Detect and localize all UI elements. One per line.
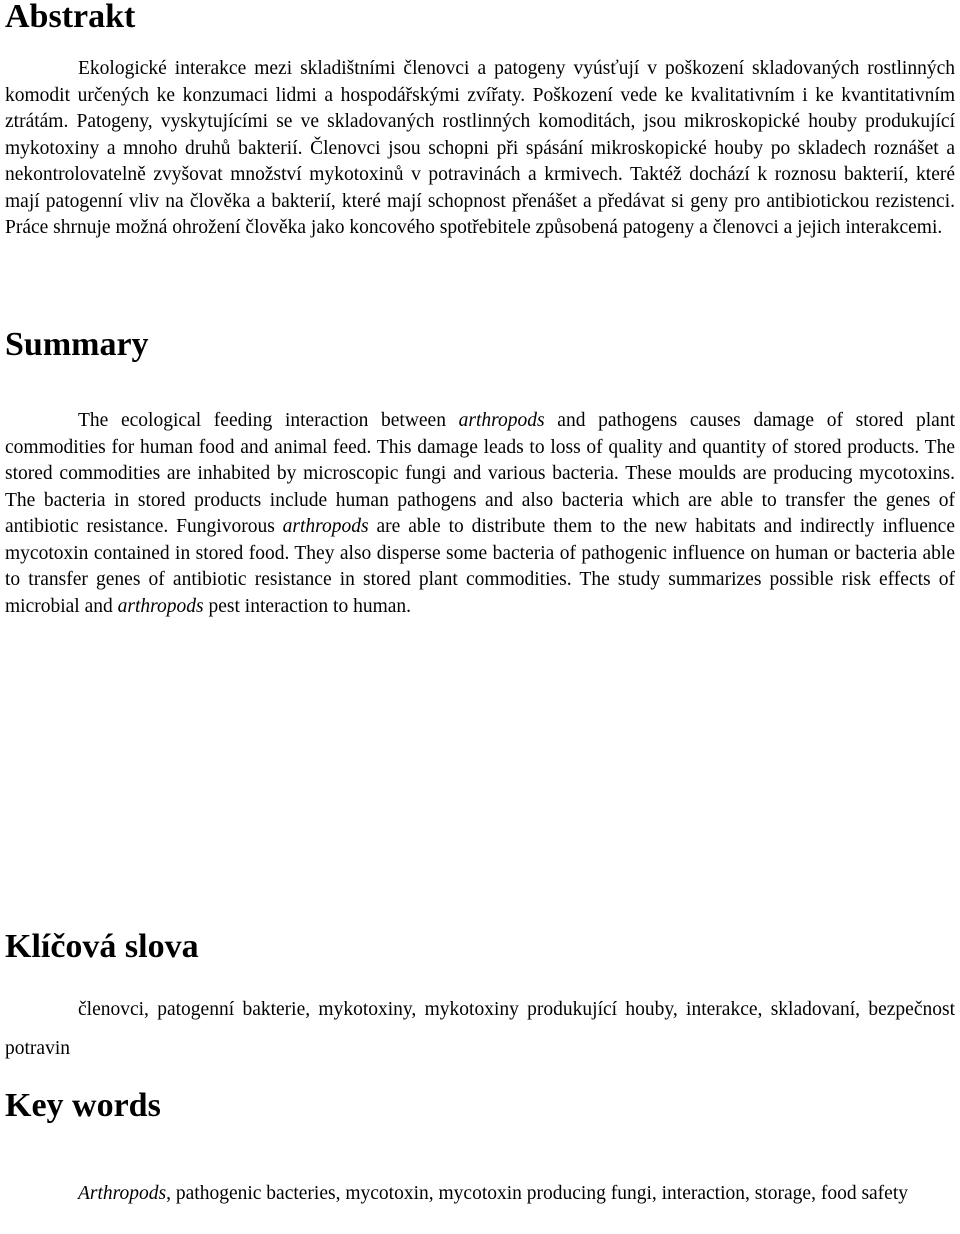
summary-paragraph [5, 408, 955, 620]
summary-segment-italic: arthropods [117, 595, 204, 617]
key-words-segment-italic: Arthropods [78, 1183, 167, 1204]
summary-segment: The ecological feeding interaction between [78, 410, 459, 431]
summary-segment-italic: arthropods [458, 410, 545, 431]
key-words-segment: , pathogenic bacteries, mycotoxin, mycotoxin producing fungi, interaction, storage, food safety [166, 1183, 909, 1204]
abstrakt-paragraph: Ekologické interakce mezi skladištními členovci a patogeny vyúsťují v poškození skladovaných rostlinných komodit určených ke konzumaci lidmi a hospodářskými zvířaty. Poškození vede ke kvalitativním i ke kvantitativním ztrátám. Patogeny, vyskytujícími se ve skladovaných rostlinných komoditách, jsou mikroskopické houby produkující mykotoxiny a mnoho druhů bakterií. Členovci jsou schopni při spásání mikroskopické houby po skladech roznášet a nekontrolovatelně zvyšovat množství mykotoxinů v potravinách a krmivech. Taktéž dochází k roznosu bakterií, které mají patogenní vliv na člověka a bakterií, které mají schopnost přenášet a předávat si geny pro antibiotickou rezistenci. Práce shrnuje možná ohrožení člověka jako koncového spotřebitele způsobená patogeny a členovci a jejich interakcemi. [5, 58, 955, 238]
klicova-slova-heading: Klíčová slova [5, 928, 199, 965]
summary-segment: and pathogens causes damage of stored plant commodities for human food and animal feed. This damage leads to loss of quality and quantity of stored products. The stored commodities are inhabited by microscopic fungi and various bacteria. These moulds are producing mycotoxins. The bacteria in stored products include human pathogens and also bacteria which are able to transfer the genes of antibiotic resistance. Fungivorous [5, 410, 956, 537]
klicova-slova-paragraph: členovci, patogenní bakterie, mykotoxiny, mykotoxiny produkující houby, interakce, skladovaní, bezpečnost potravin [5, 999, 955, 1059]
summary-heading: Summary [5, 326, 149, 363]
summary-segment: pest interaction to human. [203, 595, 412, 617]
key-words-heading: Key words [5, 1087, 161, 1124]
summary-segment: are able to distribute them to the new habitats and indirectly influence mycotoxin contained in stored food. They also disperse some bacteria of pathogenic influence on human or bacteria able to transfer genes of antibiotic resistance in stored plant commodities. The study summarizes possible risk effects of microbial and [5, 516, 955, 617]
abstrakt-heading: Abstrakt [5, 0, 136, 35]
key-words-paragraph [5, 1180, 955, 1207]
summary-segment-italic: arthropods [282, 516, 369, 537]
